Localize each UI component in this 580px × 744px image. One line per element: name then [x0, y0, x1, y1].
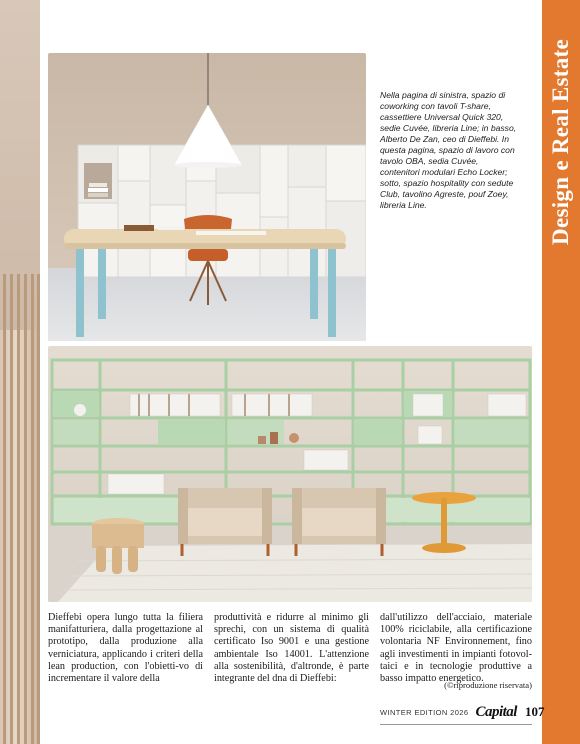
body-column-2: produttività e ridurre al minimo gli sprechi, con un sistema di qualità certificato Iso 9001 e una gestione ambientale Iso 14001. L'attenzione alla sostenibilità, d'altronde, è parte integrante del dna di Dieffebi:	[214, 612, 369, 685]
body-column-1: Dieffebi opera lungo tutta la filiera manifatturiera, dalla progettazione al prototipo, dalla produzione alla verniciatura, applicando i criteri della lean production, con l'obietti-vo di incrementare il valore della	[48, 612, 203, 685]
page-number: 107	[524, 704, 545, 720]
page-footer	[380, 703, 545, 723]
magazine-logo: Capital	[475, 703, 517, 720]
hospitality-photo	[48, 346, 532, 602]
workspace-photo	[48, 53, 366, 341]
photo-caption: Nella pagina di sinistra, spazio di coworking con tavoli T-share, cassettiere Universal Quick 320, sedie Cuvée, libreria Line; in basso, Alberto De Zan, ceo di Dieffebi. In questa pagina, spazio di lavoro con tavolo OBA, sedia Cuvée, contenitori modulari Echo Locker; sotto, spazio hospitality con sedute Club, tavolino Agreste, pouf Zoey, libreria Line.	[380, 90, 517, 210]
previous-page-photo-edge	[0, 0, 40, 744]
body-column-3: dall'utilizzo dell'acciaio, materiale 100% riciclabile, alla certificazione volontaria NF Environnement, fino agli investimenti in impianti fotovol-taici e in tecnologie produttive a basso impatto energetico.	[380, 612, 532, 685]
footer-rule	[380, 724, 532, 725]
section-title: Design e Real Estate	[548, 39, 573, 245]
section-band	[542, 0, 580, 744]
copyright-note: (©riproduzione riservata)	[444, 680, 532, 690]
edition-label: WINTER EDITION 2026	[380, 707, 469, 717]
